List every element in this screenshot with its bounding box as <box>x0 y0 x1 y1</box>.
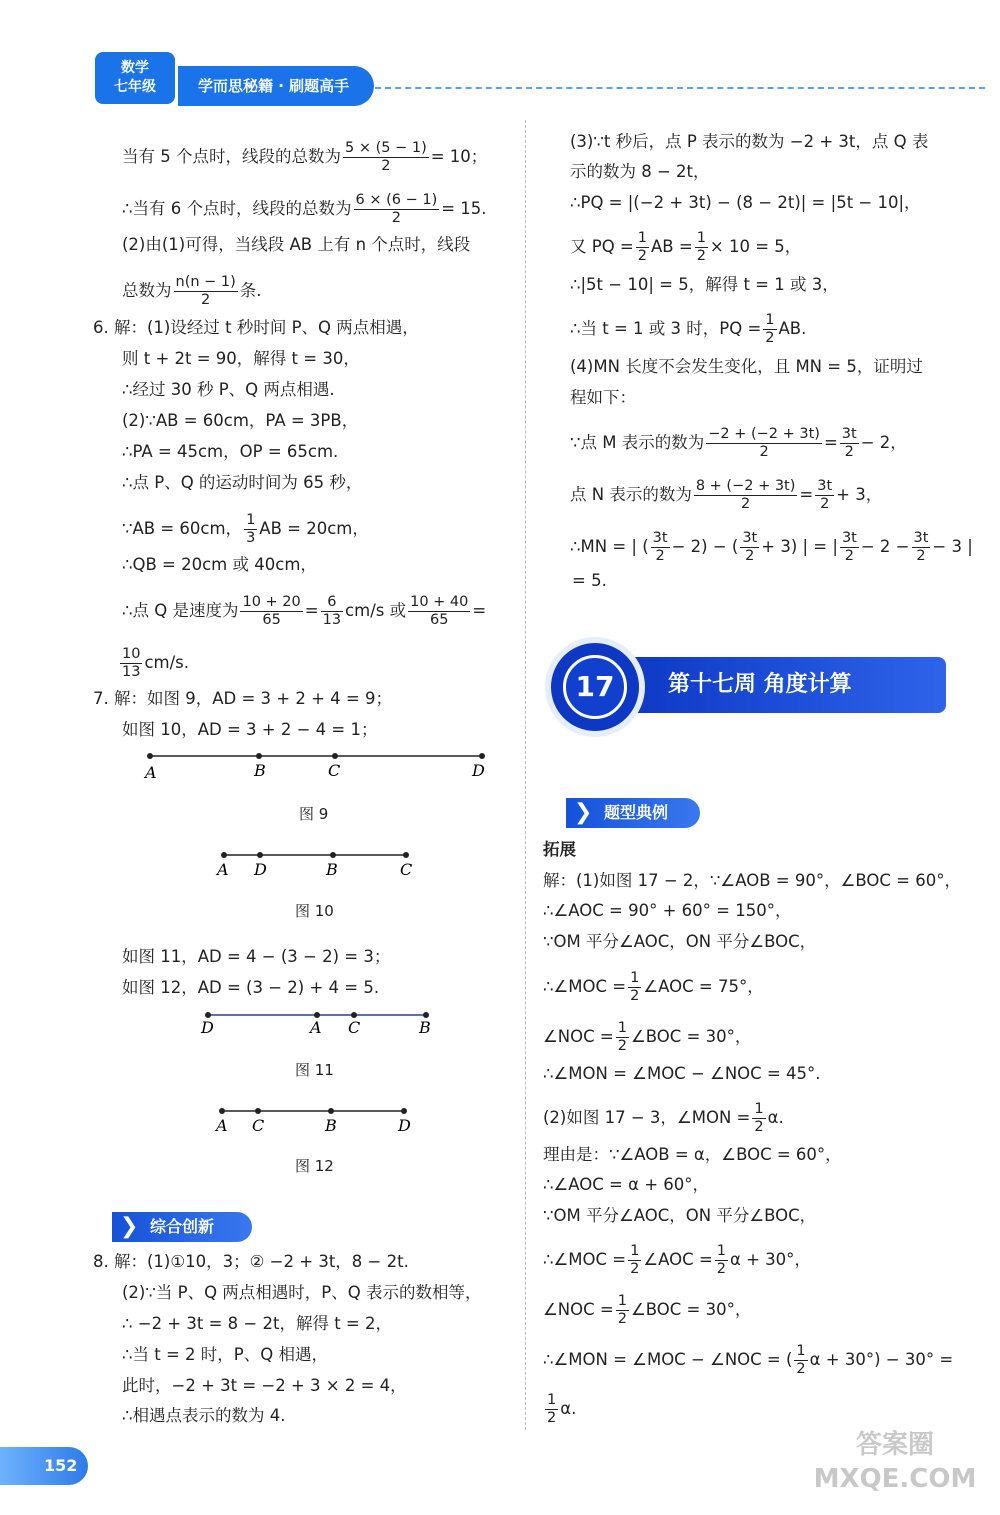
solution-line-13: ∴∠MON = ∠MOC − ∠NOC = ( $\frac{1}{2}$ α + 30°) − 30° = <box>543 1343 954 1377</box>
watermark-text: 答案圈 MXQE.COM <box>813 1430 977 1494</box>
fig11-label-b: B <box>419 1018 431 1037</box>
q6-line-6: ∴点 P、Q 的运动时间为 65 秒， <box>122 473 363 492</box>
column-divider <box>525 120 526 1430</box>
section-tag-label: 综合创新 <box>150 1217 215 1236</box>
subject-grade-badge <box>95 52 175 104</box>
solution-line-8: 理由是：∵∠AOB = α，∠BOC = 60°， <box>543 1145 842 1164</box>
q8-line-1: 8. 解：(1)①10，3；② −2 + 3t，8 − 2t. <box>93 1252 409 1271</box>
fig12-label-d: D <box>398 1116 411 1135</box>
fig9-label-a: A <box>145 763 157 782</box>
q7-line-4: 如图 12，AD = (3 − 2) + 4 = 5. <box>122 978 380 997</box>
fig9-label-b: B <box>254 761 266 780</box>
fig9-label-c: C <box>328 761 341 780</box>
series-title: 学而思秘籍 · 刷题高手 <box>178 66 374 106</box>
right-line-6: ∴当 t = 1 或 3 时，PQ = $\frac{1}{2}$ AB. <box>570 312 807 346</box>
solution-line-12: ∠NOC = $\frac{1}{2}$ ∠BOC = 30°， <box>543 1293 752 1327</box>
fig11-caption: 图 11 <box>295 1061 334 1079</box>
right-line-9: ∵点 M 表示的数为 $\frac{-2 + (-2 + 3t)}{2}$ = $\frac{3t}{2}$ − 2， <box>570 426 907 460</box>
right-line-12: = 5. <box>572 571 607 590</box>
fig9-label-d: D <box>472 761 485 780</box>
solution-line-7: (2)如图 17 − 3，∠MON = $\frac{1}{2}$ α. <box>543 1101 784 1135</box>
solution-line-6: ∴∠MON = ∠MOC − ∠NOC = 45°. <box>543 1064 821 1083</box>
watermark-logo <box>795 1428 995 1508</box>
solution-line-9: ∴∠AOC = α + 60°， <box>543 1175 710 1194</box>
right-line-5: ∴|5t − 10| = 5，解得 t = 1 或 3， <box>570 275 839 294</box>
section-tag-comprehensive <box>112 1212 252 1242</box>
week-number-badge <box>545 637 645 737</box>
right-line-2: 示的数为 8 − 2t， <box>570 162 710 181</box>
figure-11 <box>198 1007 438 1041</box>
fig12-caption: 图 12 <box>295 1157 334 1175</box>
left-line-2: ∴当有 6 个点时，线段的总数为 $\frac{6 \times (6 - 1)}{2}$ = 15. <box>122 192 487 226</box>
fig10-label-a: A <box>217 860 229 879</box>
q6-line-3: ∴经过 30 秒 P、Q 两点相遇. <box>122 380 335 399</box>
q6-line-8: ∴QB = 20cm 或 40cm， <box>122 555 317 574</box>
fig10-label-b: B <box>326 860 338 879</box>
fig9-caption: 图 9 <box>299 805 329 823</box>
subject-label: 数学 <box>121 60 149 76</box>
q6-line-1: 6. 解：(1)设经过 t 秒时间 P、Q 两点相遇， <box>93 318 419 337</box>
q8-line-6: ∴相遇点表示的数为 4. <box>122 1406 286 1425</box>
extension-heading: 拓展 <box>543 840 576 859</box>
q8-line-5: 此时，−2 + 3t = −2 + 3 × 2 = 4， <box>122 1376 407 1395</box>
q6-line-7: ∵AB = 60cm， $\frac{1}{3}$ AB = 20cm， <box>122 512 369 546</box>
q6-line-4: (2)∵AB = 60cm，PA = 3PB， <box>122 411 359 430</box>
section-tag-label: 题型典例 <box>604 803 669 822</box>
fig11-label-c: C <box>348 1018 361 1037</box>
q6-line-10: $\frac{10}{13}$ cm/s. <box>122 646 189 680</box>
q8-line-3: ∴ −2 + 3t = 8 − 2t，解得 t = 2， <box>122 1314 392 1333</box>
fig10-label-c: C <box>400 860 413 879</box>
right-line-8: 程如下： <box>570 388 636 407</box>
q7-line-1: 7. 解：如图 9，AD = 3 + 2 + 4 = 9； <box>93 689 392 708</box>
left-line-1: 当有 5 个点时，线段的总数为 $\frac{5 \times (5 - 1)}{2}$ = 10； <box>122 140 488 174</box>
fig12-label-a: A <box>216 1116 228 1135</box>
right-line-10: 点 N 表示的数为 $\frac{8 + (-2 + 3t)}{2}$ = $\frac{3t}{2}$ + 3， <box>570 478 883 512</box>
solution-line-14: $\frac{1}{2}$ α. <box>547 1392 577 1426</box>
fig10-label-d: D <box>254 860 267 879</box>
fig11-label-a: A <box>310 1018 322 1037</box>
header-divider <box>375 87 985 89</box>
q7-line-3: 如图 11，AD = 4 − (3 − 2) = 3； <box>122 947 391 966</box>
right-line-3: ∴PQ = |(−2 + 3t) − (8 − 2t)| = |5t − 10|， <box>570 193 921 212</box>
q8-line-4: ∴当 t = 2 时，P、Q 相遇， <box>122 1345 328 1364</box>
right-line-11: ∴MN = | ( $\frac{3t}{2}$ − 2) − ( $\frac{3t}{2}$ + 3) | = | $\frac{3t}{2}$ − 2 − $\frac{3t}{2}$ − 3 | <box>570 530 973 564</box>
section-tag-examples <box>566 798 700 828</box>
q6-line-2: 则 t + 2t = 90，解得 t = 30， <box>122 349 360 368</box>
right-line-1: (3)∵t 秒后，点 P 表示的数为 −2 + 3t，点 Q 表 <box>570 132 929 151</box>
left-line-3: (2)由(1)可得，当线段 AB 上有 n 个点时，线段 <box>122 235 471 254</box>
q7-line-2: 如图 10，AD = 3 + 2 − 4 = 1； <box>122 720 378 739</box>
figure-12 <box>212 1103 422 1137</box>
q6-line-5: ∴PA = 45cm，OP = 65cm. <box>122 442 339 461</box>
right-line-7: (4)MN 长度不会发生变化，且 MN = 5，证明过 <box>570 357 923 376</box>
figure-10 <box>214 847 424 881</box>
solution-line-2: ∴∠AOC = 90° + 60° = 150°， <box>543 901 792 920</box>
fig10-caption: 图 10 <box>295 902 334 920</box>
fig12-label-c: C <box>252 1116 265 1135</box>
solution-line-10: ∵OM 平分∠AOC，ON 平分∠BOC， <box>543 1206 817 1225</box>
chevron-icon: ❯ <box>120 1214 139 1239</box>
fig11-label-d: D <box>201 1018 214 1037</box>
grade-label: 七年级 <box>114 79 156 95</box>
solution-line-1: 解：(1)如图 17 − 2，∵∠AOB = 90°，∠BOC = 60°， <box>543 871 961 890</box>
page-number: 152 <box>0 1447 88 1485</box>
right-line-4: 又 PQ = $\frac{1}{2}$ AB = $\frac{1}{2}$ × 10 = 5， <box>570 230 802 264</box>
solution-line-5: ∠NOC = $\frac{1}{2}$ ∠BOC = 30°， <box>543 1020 752 1054</box>
chevron-icon: ❯ <box>574 800 593 825</box>
week-number: 17 <box>563 655 627 719</box>
figure-9 <box>140 748 500 782</box>
week-banner: 第十七周 角度计算 <box>620 657 946 713</box>
solution-line-11: ∴∠MOC = $\frac{1}{2}$ ∠AOC = $\frac{1}{2}$ α + 30°， <box>543 1243 811 1277</box>
left-line-4: 总数为 $\frac{n(n - 1)}{2}$ 条. <box>122 274 262 308</box>
solution-line-3: ∵OM 平分∠AOC，ON 平分∠BOC， <box>543 932 817 951</box>
solution-line-4: ∴∠MOC = $\frac{1}{2}$ ∠AOC = 75°， <box>543 970 764 1004</box>
fig12-label-b: B <box>325 1116 337 1135</box>
q6-line-9: ∴点 Q 是速度为 $\frac{10 + 20}{65}$ = $\frac{6}{13}$ cm/s 或 $\frac{10 + 40}{65}$ = <box>122 594 487 628</box>
q8-line-2: (2)∵当 P、Q 两点相遇时，P、Q 表示的数相等， <box>122 1283 482 1302</box>
